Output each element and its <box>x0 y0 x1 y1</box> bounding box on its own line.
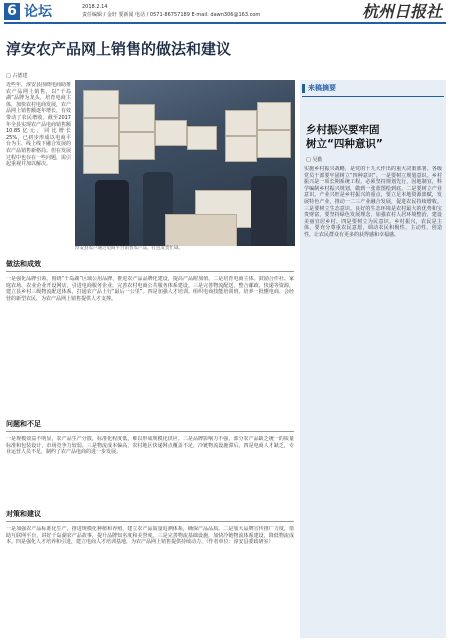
sidebar-byline: □ 吴勤 <box>306 157 323 163</box>
sidebar-tag-marker <box>302 84 305 93</box>
page-number: 6 <box>4 3 20 20</box>
newspaper-masthead: 杭州日报社 <box>361 2 442 21</box>
section-text-problems: 一是规模效益不明显，农产品生产分散，标准化程度低，难以形成规模化供应。二是品牌影响力不强，部分农产品缺乏统一的质量标准和包装设计，市场竞争力较弱。三是物流成本偏高，农村地区快递网点覆盖不足，冷链物流设施滞后。四是电商人才缺乏，专业运营人员不足，制约了农产品电商的进一步发展。 <box>6 436 294 456</box>
article-headline: 淳安农产品网上销售的做法和建议 <box>6 40 232 58</box>
article-photo <box>75 80 295 246</box>
issue-date: 2018.2.14 <box>82 4 108 10</box>
section-heading-practices: 做法和成效 <box>6 260 41 268</box>
sidebar-body-text: 实施乡村振兴战略，是党的十九大作出的重大决策部署。各级党员干部要牢固树立“四种意识”。一是要树立规划意识。乡村振兴是一项长期系统工程，必须坚持规划先行，因地制宜，科学编制乡村振兴规划，做到一张蓝图绘到底。二是要树立产业意识。产业兴旺是乡村振兴的重点，要立足本地资源禀赋，发展特色产业，推动一二三产业融合发展，促进农民持续增收。三是要树立生态意识。良好的生态环境是农村最大的优势和宝贵财富，要坚持绿色发展理念，加强农村人居环境整治，建设美丽宜居乡村。四是要树立为民意识。乡村振兴，农民是主体，要充分尊重农民意愿，调动农民积极性、主动性、创造性，让农民群众有更多的获得感和幸福感。 <box>304 166 442 238</box>
sidebar-divider <box>302 96 444 97</box>
section-divider <box>6 521 294 522</box>
article-lead-text: 近些年，淳安县围绕电商助推农产品网上销售，以“千岛湖”品牌为龙头，培育电商主体，加快农村电商发展，农产品网上销售额逐年增长，有效带动了农民增收。截至2017年全县实现农产品电商销售额10.85亿元，同比增长25%，已初步形成以电商平台为主、线上线下融合发展的农产品销售新格局。但在发展过程中也存在一些问题，需引起重视并加以解决。 <box>6 82 71 168</box>
header-divider <box>4 22 446 24</box>
sidebar-title-line2: 树立“四种意识” <box>306 138 383 150</box>
section-heading-suggestions: 对策和建议 <box>6 510 41 518</box>
section-name: 论坛 <box>24 4 52 20</box>
section-heading-problems: 问题和不足 <box>6 420 41 428</box>
section-divider <box>6 271 294 272</box>
sidebar-tag: 来稿摘要 <box>308 84 336 92</box>
section-text-practices: 一是强化品牌引领。围绕“千岛湖”区域公用品牌，推进农产品品牌化建设，提高产品附加值。二是培育电商主体。鼓励合作社、家庭农场、农业企业开设网店，引进电商服务企业，完善农村电商公共服务体系建设。三是完善物流配送。整合邮政、快递等资源，建立县乡村三级物流配送体系，打通农产品上行“最后一公里”。四是加强人才培训。组织电商技能培训班，培养一批懂电商、会经营的新型农民，为农产品网上销售提供人才支撑。 <box>6 276 294 302</box>
article-byline: □ 占德建 <box>6 73 28 79</box>
section-text-suggestions: 一是加强农产品标准化生产，推进规模化种植和养殖，建立农产品质量追溯体系，确保产品品质。二是加大品牌宣传推广力度，借助互联网平台，讲好千岛湖农产品故事，提升品牌知名度和美誉度。三是完善物流基础设施，加快冷链物流体系建设，降低物流成本。四是强化人才培养和引进，建立电商人才培训基地，为农产品网上销售提供持续动力。（作者单位：淳安县委政研室） <box>6 526 294 546</box>
editor-contact-line: 责任编辑 / 金轩 要新闻 电话 / 0571-86757189 E-mail: dawn306@163.com <box>82 12 261 18</box>
photo-caption: 淳安县农户通过电商平台销售农产品，打包发货忙碌。 <box>75 246 183 251</box>
section-divider <box>6 431 294 432</box>
sidebar-title-line1: 乡村振兴要牢固 <box>306 124 380 136</box>
